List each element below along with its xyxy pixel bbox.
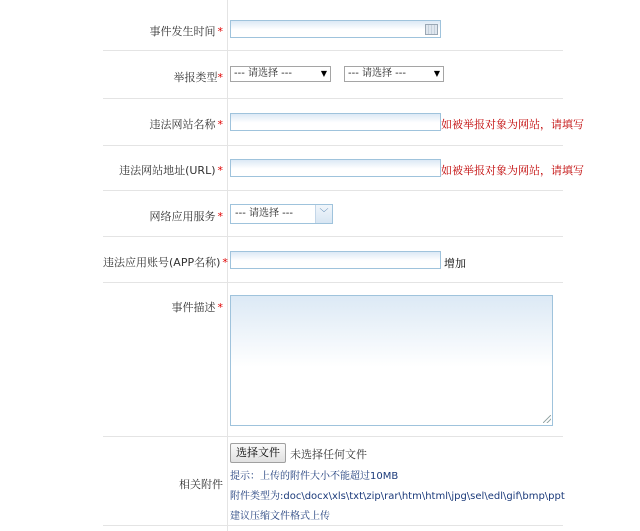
attachment-compress-tip: 建议压缩文件格式上传 <box>230 511 330 522</box>
required-mark: * <box>217 164 223 177</box>
description-label: 事件描述 * <box>171 301 223 314</box>
site-url-input[interactable] <box>230 159 441 177</box>
event-time-label: 事件发生时间 * <box>149 25 223 38</box>
row-divider <box>103 145 563 146</box>
chevron-down-icon: ▼ <box>433 69 440 78</box>
network-service-select[interactable]: --- 请选择 --- ﹀ <box>230 204 333 224</box>
attachment-size-tip: 提示：上传的附件大小不能超过10MB <box>230 471 399 482</box>
add-account-button[interactable]: 增加 <box>444 257 466 270</box>
row-divider <box>103 98 563 99</box>
site-url-hint: 如被举报对象为网站，请填写 <box>441 164 584 177</box>
chevron-down-icon[interactable]: ﹀ <box>315 205 332 223</box>
network-service-label: 网络应用服务 * <box>149 210 223 223</box>
required-mark: * <box>217 25 223 38</box>
required-mark: * <box>222 256 228 269</box>
site-url-label: 违法网站地址(URL) * <box>119 164 223 177</box>
report-type-select-primary[interactable]: --- 请选择 --- ▼ <box>230 66 331 82</box>
required-mark: * <box>217 71 223 84</box>
site-name-input[interactable] <box>230 113 441 131</box>
choose-file-button[interactable]: 选择文件 <box>230 443 286 463</box>
event-time-input[interactable] <box>230 20 441 38</box>
attachment-label: 相关附件 <box>179 478 223 491</box>
required-mark: * <box>217 118 223 131</box>
resize-grip-icon[interactable] <box>543 415 551 423</box>
site-name-label: 违法网站名称 * <box>149 118 223 131</box>
row-divider <box>103 50 563 51</box>
row-divider <box>103 190 563 191</box>
report-type-select-secondary[interactable]: --- 请选择 --- ▼ <box>344 66 444 82</box>
required-mark: * <box>217 210 223 223</box>
calendar-icon[interactable] <box>425 24 438 35</box>
row-divider <box>103 282 563 283</box>
row-divider <box>103 436 563 437</box>
required-mark: * <box>217 301 223 314</box>
chevron-down-icon: ▼ <box>320 69 327 78</box>
description-textarea[interactable] <box>230 295 553 426</box>
attachment-types-tip: 附件类型为:doc\docx\xls\txt\zip\rar\htm\html\jpg\sel\edl\gif\bmp\ppt <box>230 491 565 502</box>
row-divider <box>103 525 563 526</box>
site-name-hint: 如被举报对象为网站，请填写 <box>441 118 584 131</box>
app-account-label: 违法应用账号(APP名称) * <box>103 256 228 269</box>
app-account-input[interactable] <box>230 251 441 269</box>
report-type-label: 举报类型* <box>173 71 223 84</box>
file-status-text: 未选择任何文件 <box>290 448 367 461</box>
row-divider <box>103 236 563 237</box>
